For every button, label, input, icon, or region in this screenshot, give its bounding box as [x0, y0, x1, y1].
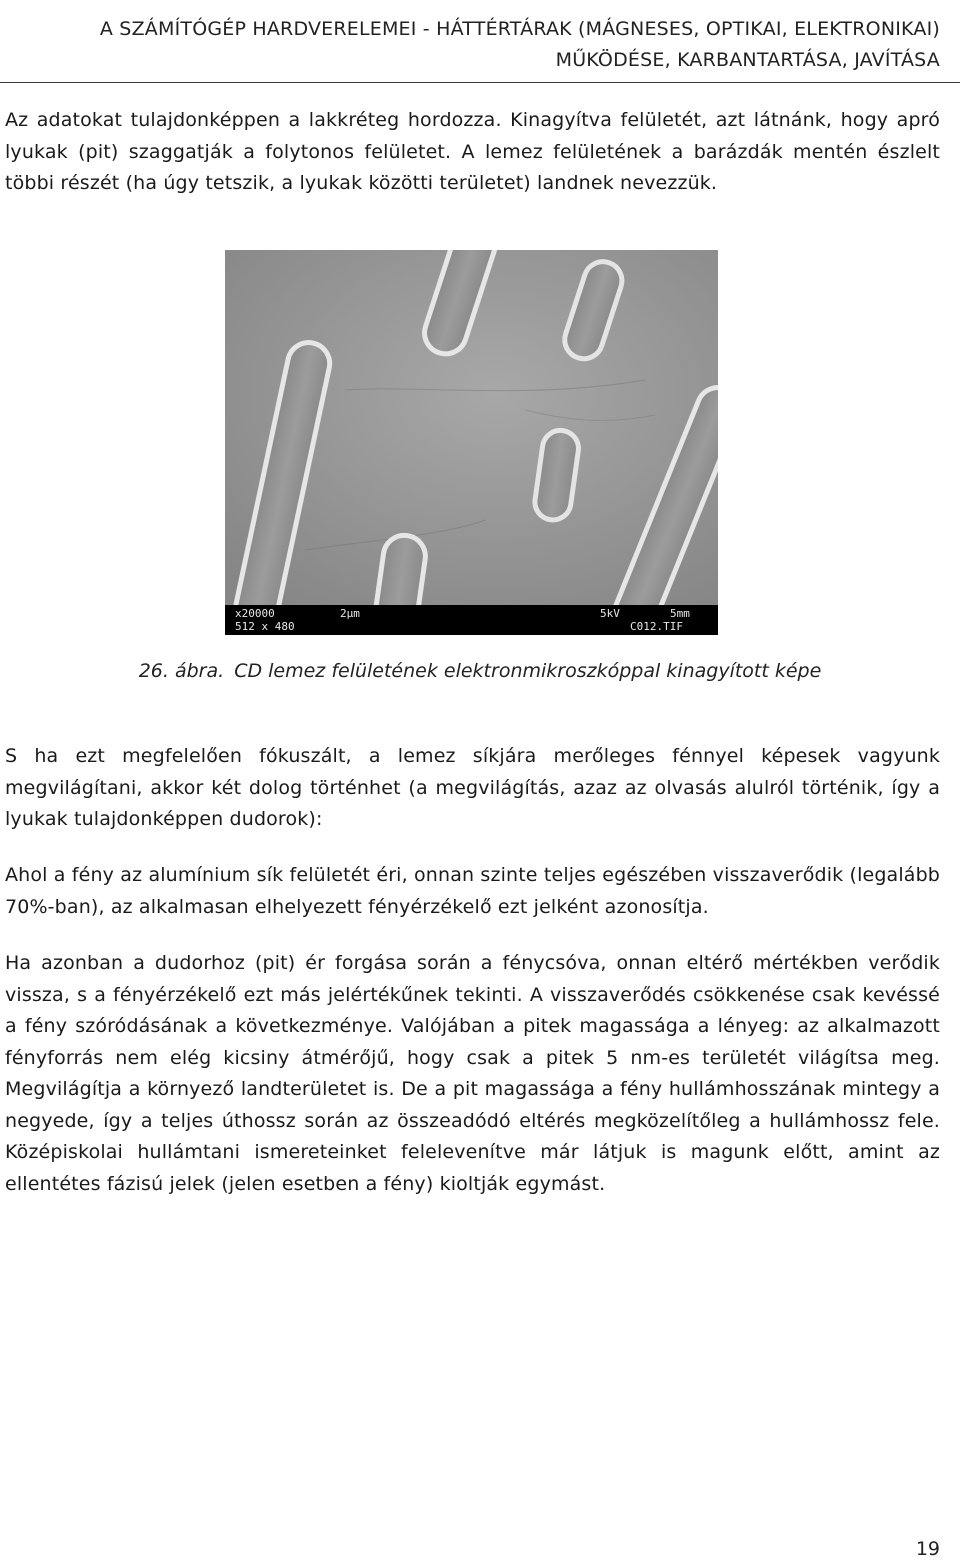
sem-working-distance: 5mm — [670, 607, 690, 620]
sem-micrograph — [225, 250, 718, 635]
page-number: 19 — [915, 1538, 940, 1560]
sem-magnification: x20000 — [235, 607, 275, 620]
sem-voltage: 5kV — [600, 607, 620, 620]
sem-scale: 2µm — [340, 607, 360, 620]
pit-paragraph: Ha azonban a dudorhoz (pit) ér forgása során a fénycsóva, onnan eltérő mértékben verődik vissza, s a fényérzékelő ezt más jelértékűnek tekinti. A visszaverődés csökkenése csak kevéssé a fény szóródásának a következménye. Valójában a pitek magassága a lényeg: az alkalmazott fényforrás nem elég kicsiny átmérőjű, hogy csak a pitek 5 nm-es területét világítsa meg. Megvilágítja a környező landterületet is. De a pit magassága a fény hullámhosszának mintegy a negyede, így a teljes úthossz során az összeadódó eltérés megközelítőleg a hullámhossz fele. Középiskolai hullámtani ismereteinket felelevenítve már látjuk is magunk előtt, amint az ellentétes fázisú jelek (jelen esetben a fény) kioltják egymást. — [5, 952, 940, 1195]
sem-info-bar — [225, 605, 718, 635]
header-line-2: MŰKÖDÉSE, KARBANTARTÁSA, JAVÍTÁSA — [555, 49, 940, 71]
cd-surface-image — [225, 250, 718, 605]
sem-file-id: C012.TIF — [630, 620, 683, 633]
focus-paragraph: S ha ezt megfelelően fókuszált, a lemez síkjára merőleges fénnyel képesek vagyunk megvilágítani, akkor két dolog történhet (a megvilágítás, azaz az olvasás alulról történik, így a lyukak tulajdonképpen dudorok): — [5, 745, 940, 830]
figure-caption-text: CD lemez felületének elektronmikroszkóppal kinagyított képe — [234, 660, 822, 682]
aluminium-paragraph: Ahol a fény az alumínium sík felületét éri, onnan szinte teljes egészében visszaverődik (legalább 70%-ban), az alkalmasan elhelyezett fényérzékelő ezt jelként azonosítja. — [5, 864, 940, 918]
header-line-1: A SZÁMÍTÓGÉP HARDVERELEMEI - HÁTTÉRTÁRAK (MÁGNESES, OPTIKAI, ELEKTRONIKAI) — [99, 18, 940, 40]
sem-resolution: 512 x 480 — [235, 620, 295, 633]
running-header — [20, 14, 940, 76]
figure-number: 26. ábra. — [138, 660, 225, 682]
header-divider — [0, 82, 960, 83]
intro-paragraph: Az adatokat tulajdonképpen a lakkréteg hordozza. Kinagyítva felületét, azt látnánk, hogy apró lyukak (pit) szaggatják a folytonos felületet. A lemez felületének a barázdák mentén észlelt többi részét (ha úgy tetszik, a lyukak közötti területet) landnek nevezzük. — [5, 109, 940, 194]
figure-caption — [0, 660, 960, 682]
